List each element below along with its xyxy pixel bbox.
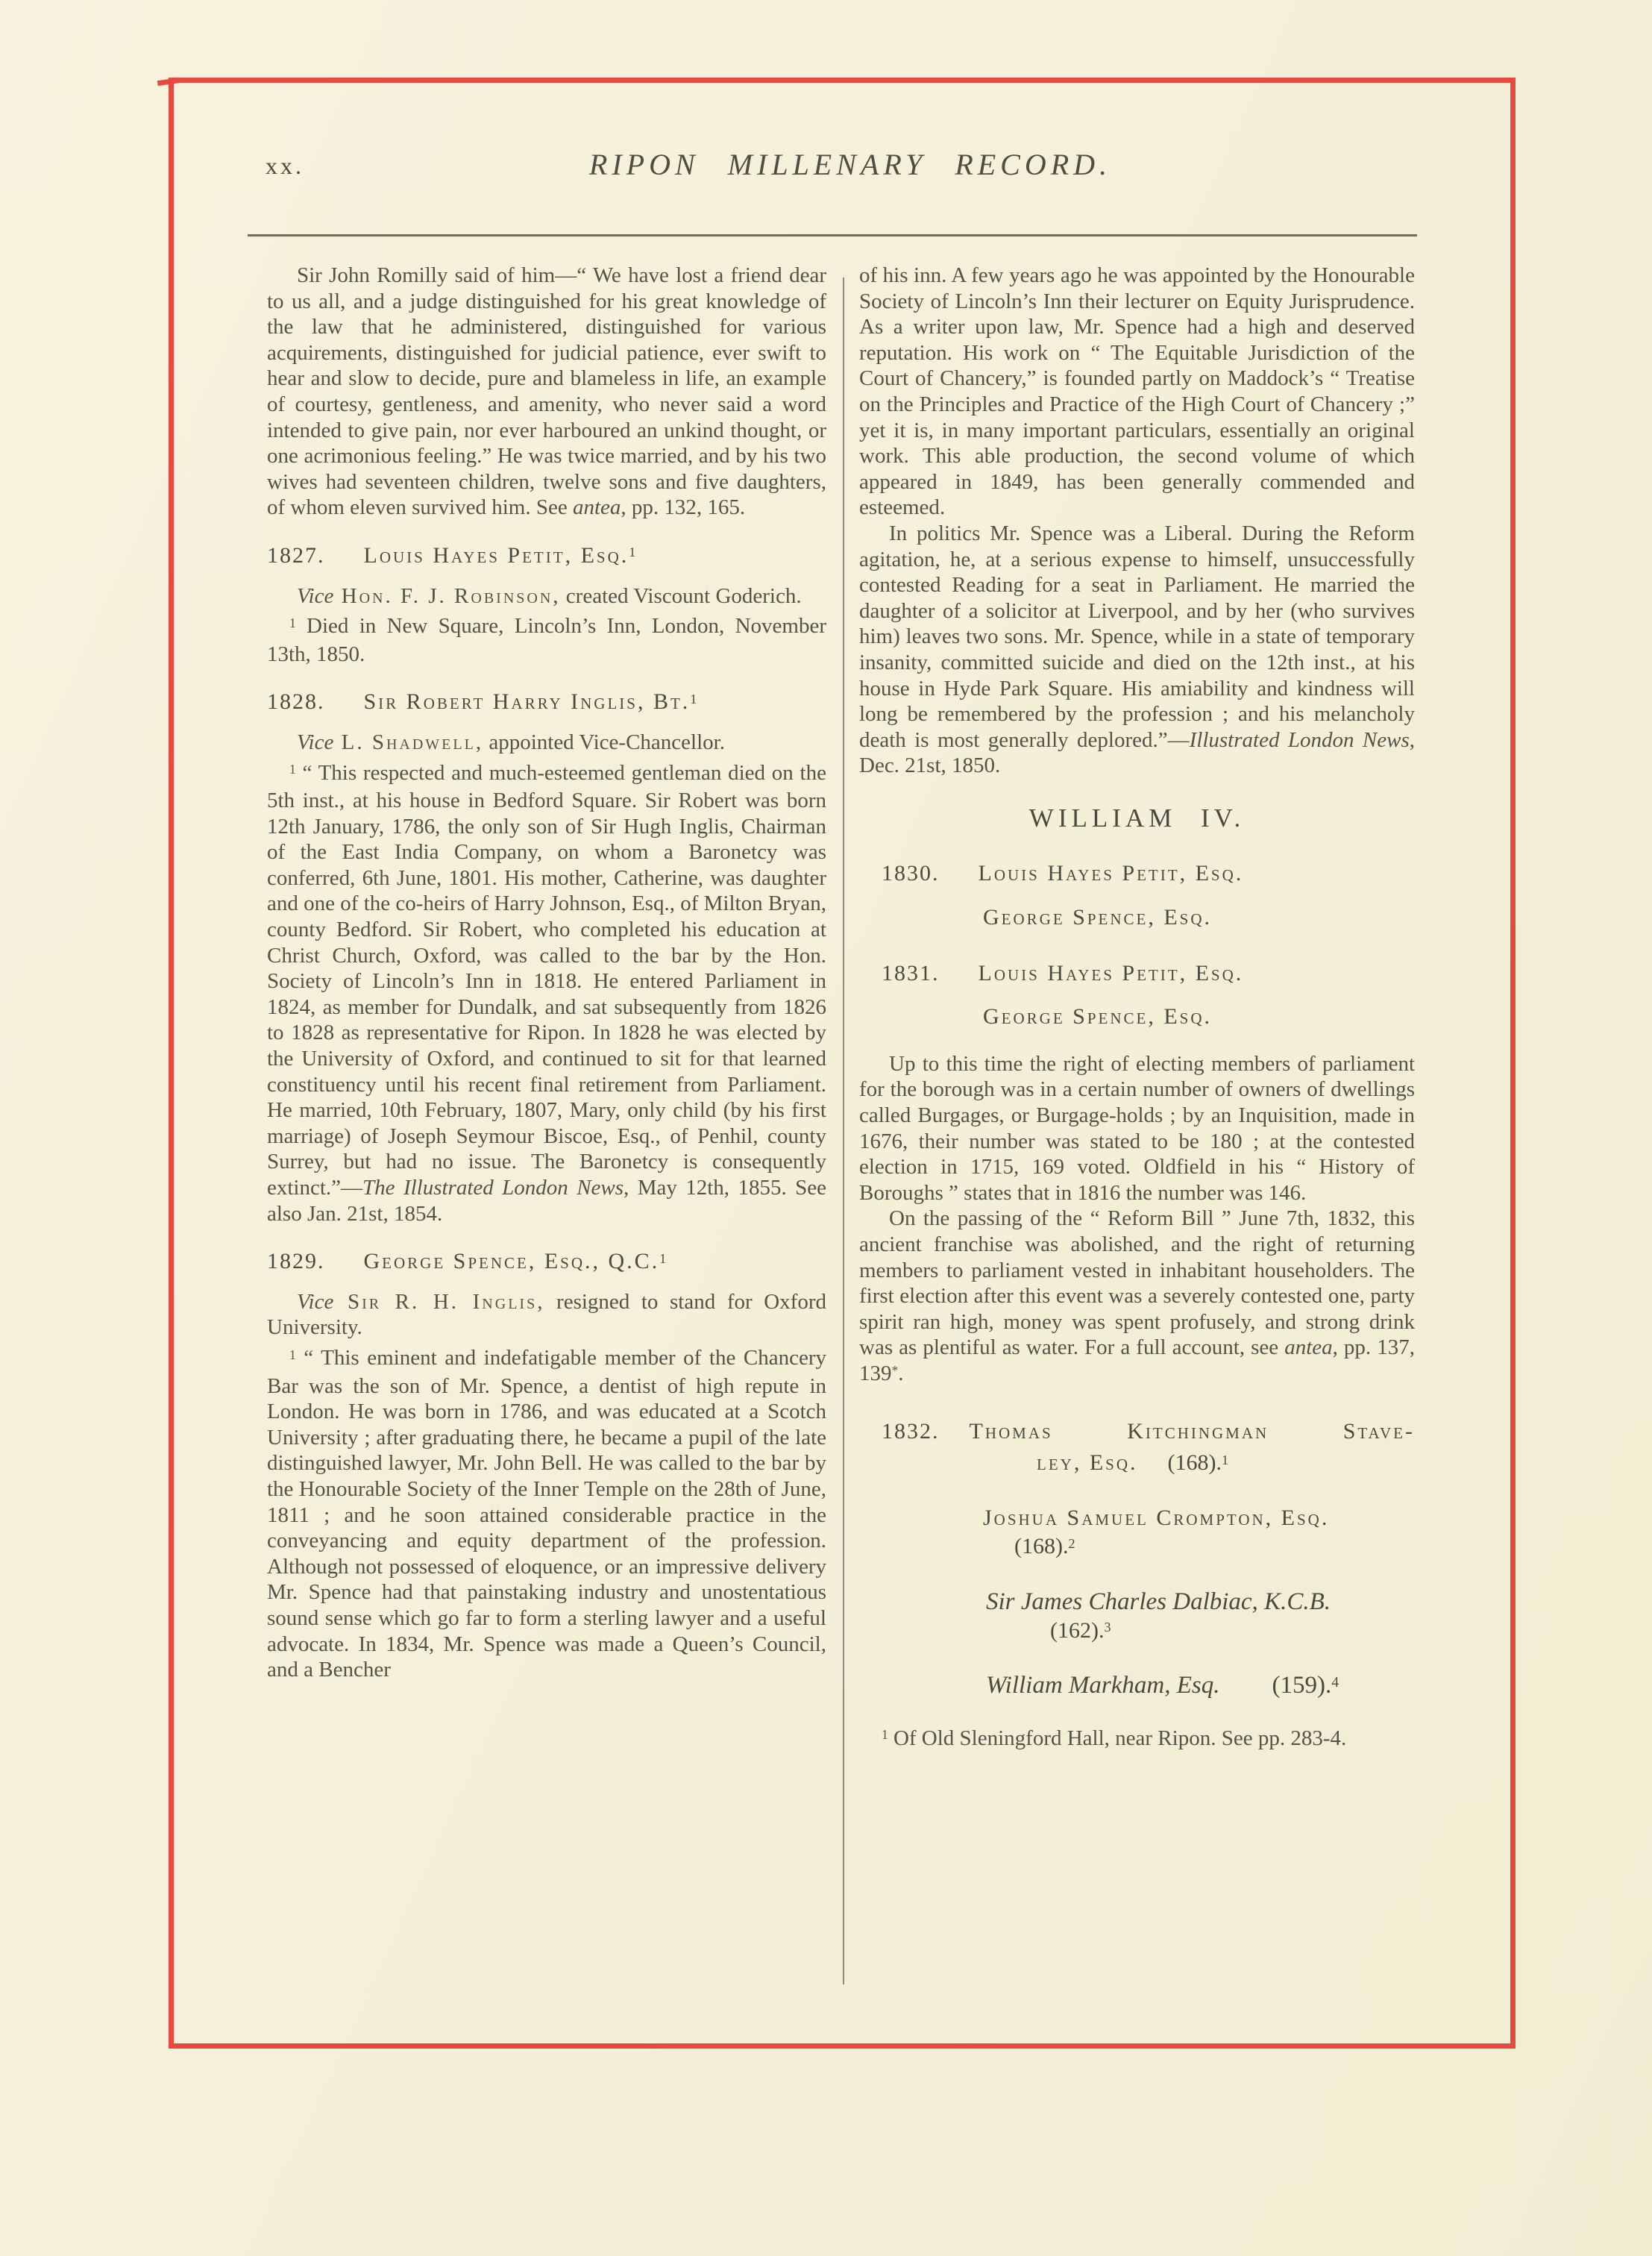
text-segment: (168). [1014, 1534, 1069, 1559]
footnote-1827 [267, 613, 826, 667]
text-segment: Sir R. H. Inglis, [333, 1289, 545, 1314]
text-segment: Thomas Kitchingman Stave- [969, 1418, 1415, 1444]
vice-line-1828 [267, 730, 826, 756]
text-segment: (168). [1167, 1450, 1222, 1476]
footnote-marker: 1 [289, 1347, 296, 1362]
text-segment: resigned to stand for Oxford University. [267, 1289, 826, 1340]
text-segment: antea [572, 495, 621, 520]
header-rule [248, 234, 1417, 236]
text-segment: “ This eminent and indefatigable member of the Chancery Bar was the son of Mr. Spence, a dentist of high repute in London. He was born in 1786, and was educated at a Scotch University ; after graduating there, he became a pupil of the late distinguished lawyer, Mr. John Bell. He was called to the bar by the Honourable Society of the Inner Temple on the 28th of June, 1811 ; and he soon attained considerable practice in the conveyancing and equity department of the profession. Although not possessed of eloquence, or an impressive delivery Mr. Spence had that painstaking industry and unostentatious sound sense which go far to form a sterling lawyer and a useful advocate. In 1834, Mr. Spence was made a Queen’s Council, and a Bencher [267, 1345, 826, 1682]
entry-heading-1832 [859, 1419, 1415, 1445]
name-line-markham [859, 1673, 1415, 1702]
footnote-1832 [859, 1726, 1415, 1754]
text-segment: Vice [297, 1289, 334, 1314]
text-segment: 1829. [267, 1249, 325, 1274]
vice-line-1829 [267, 1289, 826, 1341]
footnote-marker: 1 [690, 691, 697, 706]
text-segment: Louis Hayes Petit, Esq. [978, 960, 1244, 986]
text-segment: , pp. 137, 139 [859, 1335, 1415, 1385]
paragraph-reform-bill [859, 1206, 1415, 1388]
paragraph-spence-continued [859, 263, 1415, 521]
right-column [859, 263, 1415, 1753]
text-segment: Sir John Romilly said of him—“ We have lost a friend dear to us all, and a judge distinguished for his great knowledge of the law that he administered, distinguished for various acquirements, distinguished for judicial patience, ever swift to hear and slow to decide, pure and blameless in life, an example of courtesy, gentleness, and amenity, who never said a word intended to give pain, nor ever harboured an unkind thought, or one acrimonious feeling.” He was twice married, and by his two wives had seventeen children, twelve sons and five daughters, of whom eleven survived him. See [267, 263, 826, 520]
section-heading-william-iv [859, 803, 1415, 833]
text-segment: 1828. [267, 689, 325, 715]
text-segment: created Viscount Goderich. [560, 583, 802, 608]
entry-heading-1830 [859, 861, 1415, 887]
text-segment: Louis Hayes Petit, Esq. [978, 861, 1244, 886]
footnote-marker: * [891, 1362, 899, 1378]
footnote-marker: 1 [882, 1727, 888, 1743]
text-segment: George Spence, Esq., Q.C. [363, 1249, 660, 1274]
footnote-marker: 1 [289, 615, 296, 630]
text-segment: (159). [1272, 1672, 1332, 1699]
text-segment: George Spence, Esq. [983, 905, 1213, 930]
footnote-marker: 3 [1104, 1619, 1111, 1635]
entry-heading-1829 [267, 1249, 826, 1277]
text-segment: 1832. [882, 1418, 940, 1444]
text-segment: antea [1284, 1335, 1333, 1360]
left-column [267, 263, 826, 1683]
text-segment: of his inn. A few years ago he was appointed by the Honourable Society of Lincoln’s Inn their lecturer on Equity Jurisprudence. As a writer upon law, Mr. Spence had a high and deserved reputation. His work on “ The Equitable Jurisdiction of the Court of Chancery,” is founded partly on Maddock’s “ Treatise on the Principles and Practice of the High Court of Chancery ;” yet it is, in many important particulars, essentially an original work. This able production, the second volume of which appeared in 1849, has been generally commended and esteemed. [859, 263, 1415, 520]
column-divider [843, 278, 844, 1984]
name-line-crompton [859, 1505, 1415, 1532]
paragraph-romilly [267, 263, 826, 521]
footnote-marker: 1 [1221, 1452, 1228, 1467]
entry-heading-1828 [267, 689, 826, 718]
text-segment: Up to this time the right of electing members of parliament for the borough was in a certain number of owners of dwellings called Burgages, or Burgage-holds ; by an Inquisition, made in 1676, their number was stated to be 180 ; at the contested election in 1715, 169 voted. Oldfield in his “ History of Boroughs ” states that in 1816 the number was 146. [859, 1051, 1415, 1205]
text-segment: Sir James Charles Dalbiac, K.C.B. [986, 1588, 1331, 1615]
footnote-marker: 4 [1331, 1673, 1339, 1691]
text-segment: L. Shadwell, [333, 730, 484, 754]
name-line-dalbiac [859, 1589, 1415, 1615]
text-segment: WILLIAM IV. [1028, 803, 1246, 833]
text-segment: Died in New Square, Lincoln’s Inn, London, November 13th, 1850. [267, 614, 826, 666]
text-segment: Sir Robert Harry Inglis, Bt. [363, 689, 691, 715]
footnote-marker: 1 [289, 762, 296, 777]
text-segment: Louis Hayes Petit, Esq. [363, 542, 629, 568]
name-line-crompton-number [859, 1534, 1415, 1562]
page-number: xx. [266, 152, 304, 179]
text-segment: 1831. [882, 960, 940, 986]
text-segment: Joshua Samuel Crompton, Esq. [983, 1505, 1330, 1530]
text-segment: , pp. 132, 165. [621, 495, 746, 520]
text-segment: Illustrated London News [1189, 727, 1410, 752]
entry-heading-1831 [859, 961, 1415, 987]
footnote-1828 [267, 760, 826, 1227]
text-segment: 1827. [267, 542, 325, 568]
name-line-1830-spence [859, 905, 1415, 931]
page-title: RIPON MILLENARY RECORD. [588, 148, 1112, 181]
text-segment: Of Old Sleningford Hall, near Ripon. See pp. 283-4. [888, 1726, 1347, 1750]
text-segment: Hon. F. J. Robinson, [333, 583, 561, 608]
entry-heading-1832-cont [859, 1450, 1415, 1479]
text-segment: George Spence, Esq. [983, 1004, 1213, 1030]
name-line-1831-spence [859, 1004, 1415, 1030]
text-segment: ley, Esq. [1037, 1450, 1138, 1476]
text-segment: In politics Mr. Spence was a Liberal. During the Reform agitation, he, at a serious expense to himself, unsuccessfully contested Reading for a seat in Parliament. He married the daughter of a solicitor at Liverpool, and by her (who survives him) leaves two sons. Mr. Spence, while in a state of temporary insanity, committed suicide and died on the 12th inst., at his house in Hyde Park Square. His amiability and kindness will long be remembered by the profession ; and his melancholy death is most generally deplored.”— [859, 521, 1415, 752]
paragraph-burgages [859, 1051, 1415, 1206]
vice-line-1827 [267, 583, 826, 610]
text-segment: . [898, 1361, 904, 1385]
text-segment: Vice [297, 583, 334, 608]
text-segment: On the passing of the “ Reform Bill ” June 7th, 1832, this ancient franchise was abolished, and the right of returning members to parliament vested in inhabitant householders. The first election after this event was a severely contested one, party spirit ran high, money was spent profusely, and strong drink was as plentiful as water. For a full account, see [859, 1206, 1415, 1360]
text-segment: 1830. [882, 861, 940, 886]
entry-heading-1827 [267, 543, 826, 571]
text-segment: , Dec. 21st, 1850. [859, 727, 1415, 778]
paragraph-spence-politics [859, 521, 1415, 779]
text-segment: Vice [297, 730, 334, 754]
footnote-1829 [267, 1345, 826, 1683]
footnote-marker: 1 [659, 1250, 667, 1266]
text-segment: William Markham, Esq. [986, 1672, 1220, 1699]
text-segment: The Illustrated London News [362, 1176, 624, 1200]
text-segment: appointed Vice-Chancellor. [483, 730, 725, 754]
text-segment: “ This respected and much-esteemed gentleman died on the 5th inst., at his house in Bedford Square. Sir Robert was born 12th January, 1786, the only son of Sir Hugh Inglis, Chairman of the East India Company, on whom a Baronetcy was conferred, 6th June, 1801. His mother, Catherine, was daughter and one of the co-heirs of Harry Johnson, Esq., of Milton Bryan, county Bedford. Sir Robert, who completed his education at Christ Church, Oxford, was called to the bar by the Hon. Society of Lincoln’s Inn in 1818. He entered Parliament in 1824, as member for Dundalk, and sat subsequently from 1826 to 1828 as representative for Ripon. In 1828 he was elected by the University of Oxford, and continued to sit for that learned constituency until his recent final retirement from Parliament. He married, 10th February, 1807, Mary, only child (by his first marriage) of Joseph Seymour Biscoe, Esq., of Penhil, county Surrey, but had no issue. The Baronetcy is consequently extinct.”— [267, 760, 826, 1200]
name-line-dalbiac-number [859, 1618, 1415, 1646]
footnote-marker: 2 [1068, 1535, 1075, 1551]
footnote-marker: 1 [629, 545, 636, 560]
text-segment: (162). [1050, 1617, 1105, 1643]
text-segment: , May 12th, 1855. See also Jan. 21st, 1854. [267, 1176, 826, 1226]
